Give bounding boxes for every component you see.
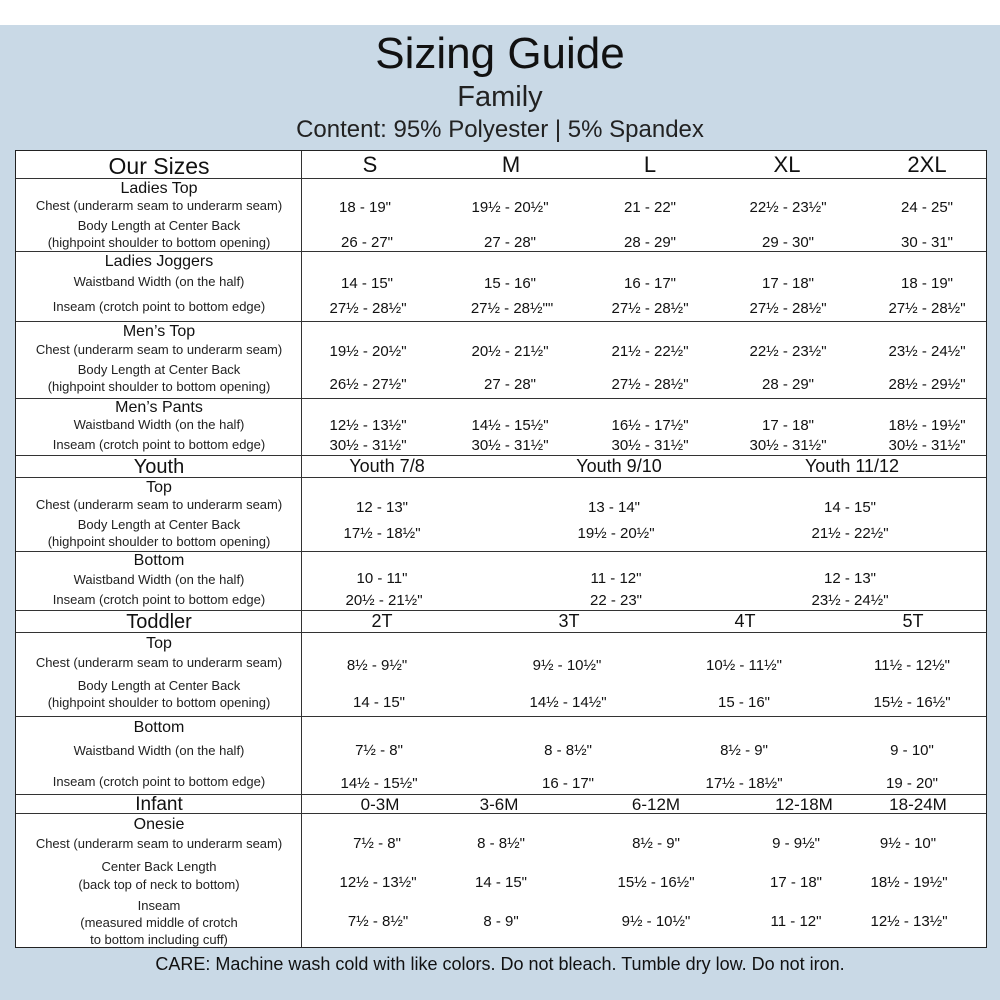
ladies-joggers-waist-2xl: 18 - 19" [900,275,954,292]
onesie-inseam: 11 - 12" [770,913,822,930]
toddler-bottom-inseam: 19 - 20" [885,775,939,792]
mens-top-chest-m: 20½ - 21½" [471,343,549,360]
mens-top-length-2xl: 28½ - 29½" [888,376,966,393]
onesie-chest: 9 - 9½" [772,835,820,852]
youth-heading: Youth [133,456,185,478]
mens-pants-waist-l: 16½ - 17½" [611,417,689,434]
row-divider [16,321,986,322]
onesie-length: 15½ - 16½" [617,874,695,891]
ladies-joggers-waist-l: 16 - 17" [623,275,677,292]
onesie-length: 18½ - 19½" [870,874,948,891]
onesie-inseam: 12½ - 13½" [870,913,948,930]
row-divider [16,716,986,717]
body-length-note: (highpoint shoulder to bottom opening) [47,235,271,250]
size-header: 6-12M [631,795,681,814]
youth-bottom-inseam: 23½ - 24½" [811,592,889,609]
ladies-top-length-l: 28 - 29" [623,234,677,251]
waistband-label: Waistband Width (on the half) [73,417,245,432]
size-header: M [501,152,521,177]
size-header: 2T [371,611,393,631]
youth-top-heading: Top [146,479,172,496]
ladies-top-length-xl: 29 - 30" [761,234,815,251]
toddler-bottom-inseam: 17½ - 18½" [705,775,783,792]
youth-bottom-heading: Bottom [133,552,185,569]
mens-top-heading: Men’s Top [122,323,196,340]
youth-bottom-inseam: 22 - 23" [589,592,643,609]
ladies-joggers-inseam-m: 27½ - 28½"" [470,300,554,317]
toddler-top-chest: 8½ - 9½" [346,657,408,674]
youth-bottom-waist: 10 - 11" [356,570,408,587]
ladies-joggers-inseam-s: 27½ - 28½" [329,300,407,317]
body-length-label: Body Length at Center Back [77,678,241,693]
size-header: Youth 11/12 [804,456,900,476]
chest-label: Chest (underarm seam to underarm seam) [35,497,283,512]
body-length-note: (highpoint shoulder to bottom opening) [47,379,271,394]
size-header: 4T [734,611,756,631]
ladies-joggers-inseam-2xl: 27½ - 28½" [888,300,966,317]
ladies-joggers-waist-xl: 17 - 18" [761,275,815,292]
onesie-length: 12½ - 13½" [339,874,417,891]
onesie-inseam: 9½ - 10½" [621,913,691,930]
waistband-label: Waistband Width (on the half) [73,274,245,289]
mens-pants-inseam-l: 30½ - 31½" [611,437,689,454]
toddler-top-length: 14 - 15" [352,694,406,711]
onesie-chest: 9½ - 10" [879,835,937,852]
ladies-top-length-m: 27 - 28" [483,234,537,251]
mens-top-chest-xl: 22½ - 23½" [749,343,827,360]
body-length-note: (highpoint shoulder to bottom opening) [47,695,271,710]
youth-top-chest: 13 - 14" [587,499,641,516]
youth-bottom-waist: 12 - 13" [823,570,877,587]
mens-pants-heading: Men’s Pants [115,399,203,416]
mens-top-length-m: 27 - 28" [483,376,537,393]
mens-top-chest-l: 21½ - 22½" [611,343,689,360]
ladies-joggers-waist-m: 15 - 16" [483,275,537,292]
mens-pants-waist-2xl: 18½ - 19½" [888,417,966,434]
size-header: Youth 7/8 [349,456,425,476]
mens-pants-waist-xl: 17 - 18" [761,417,815,434]
toddler-top-chest: 10½ - 11½" [706,657,782,674]
chest-label: Chest (underarm seam to underarm seam) [35,342,283,357]
inseam-label: Inseam (crotch point to bottom edge) [52,592,266,607]
toddler-top-chest: 11½ - 12½" [874,657,950,674]
onesie-chest: 8 - 8½" [477,835,525,852]
body-length-label: Body Length at Center Back [77,218,241,233]
mens-top-chest-2xl: 23½ - 24½" [888,343,966,360]
ladies-top-chest-s: 18 - 19" [338,199,392,216]
mens-top-chest-s: 19½ - 20½" [329,343,407,360]
size-header: 5T [902,611,924,631]
chest-label: Chest (underarm seam to underarm seam) [35,655,283,670]
ladies-joggers-inseam-l: 27½ - 28½" [611,300,689,317]
body-length-note: (highpoint shoulder to bottom opening) [47,534,271,549]
size-header: 12-18M [775,795,833,814]
size-header: Youth 9/10 [576,456,662,476]
youth-bottom-waist: 11 - 12" [590,570,642,587]
ladies-joggers-waist-s: 14 - 15" [340,275,394,292]
mens-pants-inseam-2xl: 30½ - 31½" [888,437,966,454]
size-header: 2XL [907,152,947,177]
inseam-note: (measured middle of crotch [80,915,238,930]
ladies-joggers-inseam-xl: 27½ - 28½" [749,300,827,317]
mens-top-length-l: 27½ - 28½" [611,376,689,393]
center-back-length-label: Center Back Length [101,859,217,874]
chest-label: Chest (underarm seam to underarm seam) [35,836,283,851]
mens-pants-waist-m: 14½ - 15½" [471,417,549,434]
body-length-label: Body Length at Center Back [77,362,241,377]
toddler-top-chest: 9½ - 10½" [532,657,602,674]
toddler-top-heading: Top [146,635,172,652]
youth-top-chest: 12 - 13" [355,499,409,516]
waistband-label: Waistband Width (on the half) [73,743,245,758]
chest-label: Chest (underarm seam to underarm seam) [35,198,283,213]
sizing-table [15,150,987,948]
inseam-label: Inseam (crotch point to bottom edge) [52,437,266,452]
center-back-length-note: (back top of neck to bottom) [78,877,240,892]
onesie-length: 14 - 15" [474,874,528,891]
inseam-label: Inseam (crotch point to bottom edge) [52,299,266,314]
onesie-inseam: 8 - 9" [483,913,519,930]
page-title: Sizing Guide [375,29,625,78]
body-length-label: Body Length at Center Back [77,517,241,532]
toddler-bottom-inseam: 16 - 17" [541,775,595,792]
ladies-top-chest-2xl: 24 - 25" [900,199,954,216]
size-header: XL [773,152,801,177]
inseam-label: Inseam (crotch point to bottom edge) [52,774,266,789]
page-subtitle: Family [457,81,543,113]
toddler-bottom-waist: 8½ - 9" [720,742,768,759]
ladies-top-length-2xl: 30 - 31" [900,234,954,251]
mens-pants-inseam-s: 30½ - 31½" [329,437,407,454]
youth-top-length: 17½ - 18½" [343,525,421,542]
waistband-label: Waistband Width (on the half) [73,572,245,587]
mens-pants-waist-s: 12½ - 13½" [329,417,407,434]
toddler-bottom-waist: 9 - 10" [890,742,934,759]
toddler-bottom-heading: Bottom [133,719,185,736]
toddler-top-length: 15½ - 16½" [873,694,951,711]
label-column-divider [301,151,302,947]
ladies-top-length-s: 26 - 27" [340,234,394,251]
ladies-top-chest-xl: 22½ - 23½" [749,199,827,216]
youth-top-length: 19½ - 20½" [577,525,655,542]
mens-pants-inseam-m: 30½ - 31½" [471,437,549,454]
ladies-joggers-heading: Ladies Joggers [104,253,214,270]
onesie-chest: 8½ - 9" [632,835,680,852]
ladies-top-chest-m: 19½ - 20½" [471,199,549,216]
toddler-bottom-inseam: 14½ - 15½" [340,775,418,792]
size-header: S [362,152,378,177]
size-header: 3-6M [479,795,519,814]
infant-heading: Infant [135,794,183,815]
size-header: 0-3M [360,795,400,814]
size-header: 18-24M [889,795,947,814]
onesie-inseam: 7½ - 8½" [347,913,409,930]
youth-top-length: 21½ - 22½" [811,525,889,542]
toddler-bottom-waist: 7½ - 8" [355,742,403,759]
row-divider [16,251,986,252]
ladies-top-chest-l: 21 - 22" [623,199,677,216]
onesie-length: 17 - 18" [769,874,823,891]
mens-pants-inseam-xl: 30½ - 31½" [749,437,827,454]
care-instructions: CARE: Machine wash cold with like colors. Do not bleach. Tumble dry low. Do not iron. [155,954,845,974]
size-header: 3T [558,611,580,631]
onesie-chest: 7½ - 8" [353,835,401,852]
size-header: L [643,152,657,177]
our-sizes-heading: Our Sizes [108,153,210,179]
mens-top-length-s: 26½ - 27½" [329,376,407,393]
fabric-content: Content: 95% Polyester | 5% Spandex [296,116,704,143]
toddler-top-length: 14½ - 14½" [529,694,607,711]
toddler-heading: Toddler [126,611,192,633]
mens-top-length-xl: 28 - 29" [761,376,815,393]
youth-top-chest: 14 - 15" [823,499,877,516]
toddler-bottom-waist: 8 - 8½" [544,742,592,759]
inseam-label: Inseam [137,898,181,913]
youth-bottom-inseam: 20½ - 21½" [345,592,423,609]
toddler-top-length: 15 - 16" [717,694,771,711]
onesie-heading: Onesie [133,816,185,833]
ladies-top-heading: Ladies Top [120,180,198,197]
inseam-note: to bottom including cuff) [90,932,228,947]
